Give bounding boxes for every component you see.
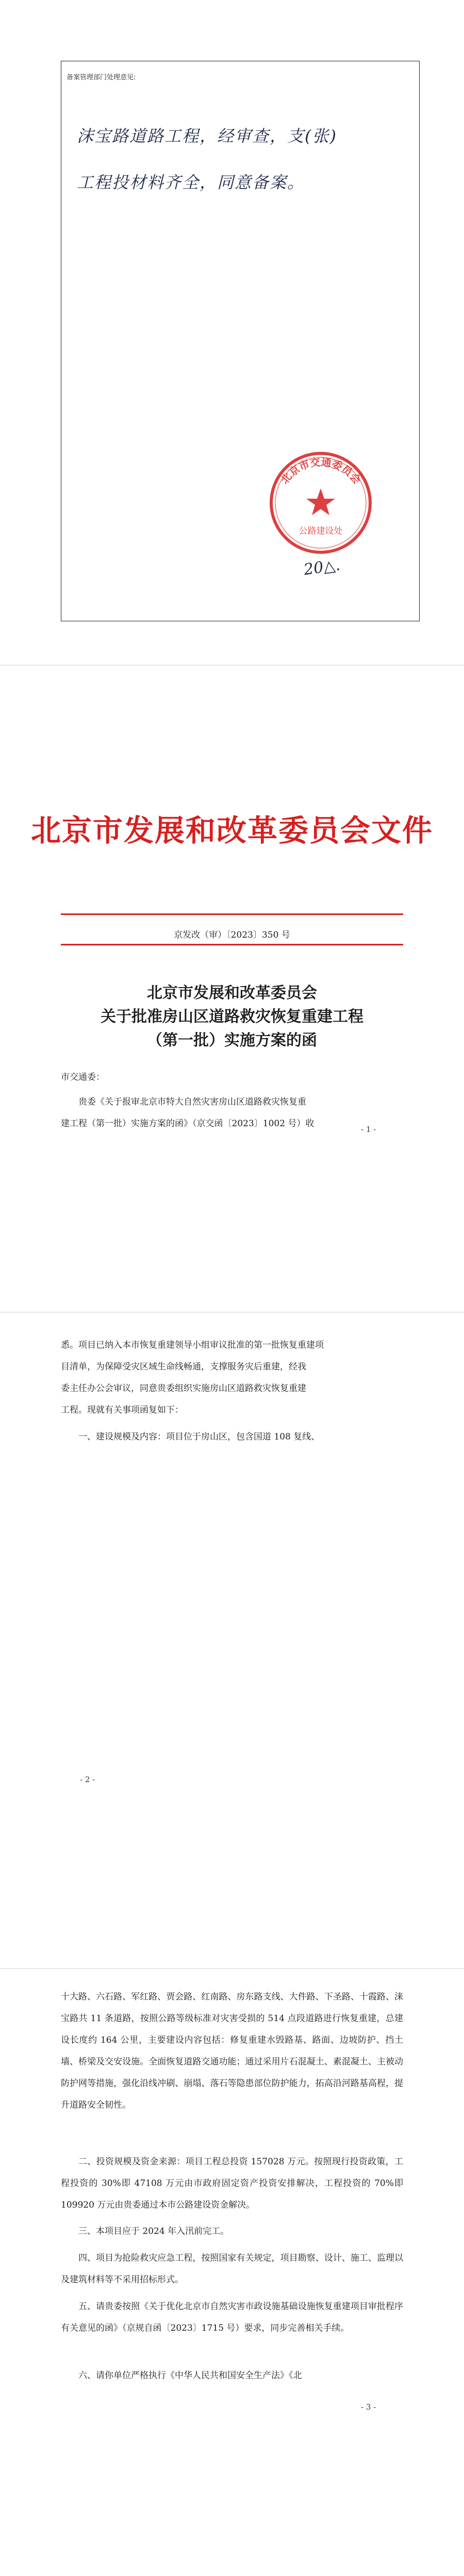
paragraph-3: 一、建设规模及内容：项目位于房山区，包含国道 108 复线、: [78, 1432, 320, 1442]
paragraph-2-line-1: 悉。项目已纳入本市恢复重建领导小组审议批准的第一批恢复重建项: [61, 1340, 324, 1350]
red-rule-bottom: [61, 944, 403, 945]
filing-note-page: [0, 0, 464, 665]
paragraph-2-line-4: 工程。现就有关事项函复如下：: [61, 1405, 184, 1415]
paragraph-6: 三、本项目应于 2024 年入汛前完工。: [78, 2226, 229, 2236]
paragraph-8: 五、请贵委按照《关于优化北京市自然灾害市政设施基础设施恢复重建项目审批程序有关意见的函》（京规自函〔2023〕1715 号）要求，同步完善相关手续。: [61, 2301, 403, 2333]
seal-sub-text: 公路建设处: [299, 526, 343, 536]
title-line-2: 关于批准房山区道路救灾恢复重建工程: [101, 1008, 363, 1026]
paragraph-2-line-2: 目清单，为保障受灾区域生命线畅通，支撑服务灾后重建，经我: [61, 1362, 306, 1372]
handwritten-opinion-line-2: 工程投材料齐全，同意备案。: [77, 173, 305, 192]
red-rule-top: [61, 913, 403, 915]
page-divider: [0, 1312, 464, 1313]
title-line-1: 北京市发展和改革委员会: [147, 984, 317, 1002]
paragraph-4: 十大路、六石路、军红路、贾会路、红南路、房东路支线、大件路、下圣路、十霞路、涞宝路共 11 条道路，按照公路等级标准对灾害受损的 514 点段道路进行恢复重建，总建设长度约 164 公里，主要建设内容包括：修复重建水毁路基、路面、边坡防护、挡土墙、桥梁及交安设施。全面恢复道路交通功能；通过采用片石混凝土、素混凝土、主被动防护网等措施，强化沿线冲刷、崩塌、落石等隐患部位防护能力，拓高沿河路基高程，提升道路安全韧性。: [61, 1992, 403, 2110]
title-line-3: （第一批）实施方案的函: [147, 1031, 317, 1049]
seal-arc-text: 北京市交通委员会: [278, 455, 363, 486]
handwritten-sign-date: 20△.: [302, 556, 341, 579]
official-seal-icon: [264, 446, 377, 560]
paragraph-1-line-1: 贵委《关于报审北京市特大自然灾害房山区道路救灾恢复重: [78, 1097, 306, 1107]
page-number-1: - 1 -: [361, 1125, 376, 1134]
paragraph-7: 四、项目为抢险救灾应急工程，按照国家有关规定，项目勘察、设计、施工、监理以及建筑材料等不采用招标形式。: [61, 2253, 403, 2285]
paragraph-2-line-3: 委主任办公会审议，同意贵委组织实施房山区道路救灾恢复重建: [61, 1383, 306, 1394]
paragraph-9: 六、请你单位严格执行《中华人民共和国安全生产法》《北: [78, 2370, 302, 2381]
page-number-3: - 3 -: [361, 2402, 376, 2412]
letter-header: 北京市发展和改革委员会文件: [30, 813, 433, 848]
salutation: 市交通委：: [61, 1072, 105, 1082]
page-divider: [0, 1968, 464, 1969]
page-number-2: - 2 -: [80, 1775, 95, 1784]
filing-note-label: 备案管理部门处理意见:: [67, 74, 136, 81]
paragraph-1-line-2: 建工程（第一批）实施方案的函》（京交函〔2023〕1002 号）收: [61, 1118, 314, 1129]
paragraph-5: 二、投资规模及资金来源：项目工程总投资 157028 万元。按照现行投资政策，工程投资的 30%即 47108 万元由市政府固定资产投资安排解决，工程投资的 70%即 109920 万元由贵委通过本市公路建设资金解决。: [61, 2157, 403, 2210]
svg-text:北京市交通委员会: [278, 456, 363, 486]
document-number: 京发改（审）〔2023〕350 号: [174, 930, 290, 940]
handwritten-opinion-line-1: 沫宝路道路工程，经审查，支(张): [77, 126, 337, 146]
